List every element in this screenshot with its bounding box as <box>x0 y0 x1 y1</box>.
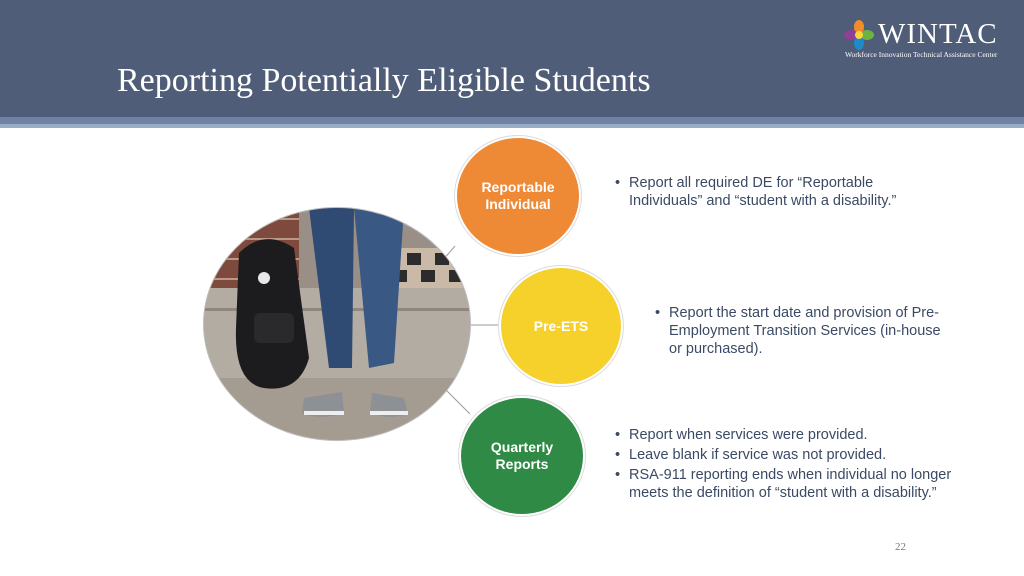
wintac-flower-icon <box>844 20 874 50</box>
header-divider <box>0 117 1024 124</box>
bullet-item: • Report the start date and provision of Pre-Employment Transition Services (in-house or purchased). <box>655 304 945 358</box>
bullet-item: • RSA-911 reporting ends when individual no longer meets the definition of “student with a disability.” <box>615 466 960 502</box>
reportable-individual-circle: Reportable Individual <box>455 136 581 256</box>
quarterly-reports-circle: Quarterly Reports <box>459 396 585 516</box>
pre-ets-circle: Pre-ETS <box>499 266 623 386</box>
page-number: 22 <box>895 541 906 553</box>
pre-ets-bullets <box>655 304 945 360</box>
student-backpack-photo <box>203 207 471 441</box>
quarterly-reports-bullets <box>615 426 960 504</box>
bullet-item: • Report all required DE for “Reportable Individuals” and “student with a disability.” <box>615 174 915 210</box>
header-divider-light <box>0 124 1024 128</box>
photo-illustration <box>204 208 470 440</box>
reportable-individual-bullets <box>615 174 915 212</box>
logo-name: WINTAC <box>878 18 998 50</box>
bullet-item: • Leave blank if service was not provided. <box>615 446 960 464</box>
logo-tagline: Workforce Innovation Technical Assistance Center <box>845 50 998 59</box>
wintac-logo <box>844 18 1014 64</box>
bullet-item: • Report when services were provided. <box>615 426 960 444</box>
slide-title: Reporting Potentially Eligible Students <box>117 62 651 99</box>
